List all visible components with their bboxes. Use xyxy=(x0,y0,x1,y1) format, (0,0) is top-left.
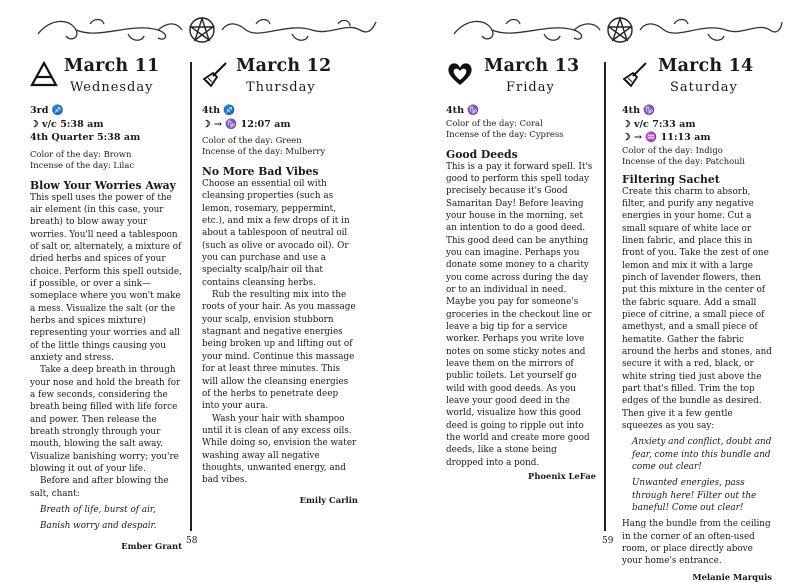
column-divider xyxy=(190,62,192,531)
paragraph: Wash your hair with shampoo until it is clean of any excess oils. While doing so, envision the water washing away all negative thoughts, unwanted energy, and bad vibes. xyxy=(202,413,357,486)
left-page xyxy=(0,0,400,577)
right-page xyxy=(400,0,800,582)
broom-icon xyxy=(202,60,230,88)
entry-march-12 xyxy=(202,56,358,505)
pentacle-icon xyxy=(608,18,632,42)
paragraph: Create this charm to absorb, filter, and purify any negative energies in your home. Cut a small square of white lace or linen fabric, and place this in front of you. Take the zest of one lemon and mix it with a large pinch of lavender flowers, then put this mixture in the center of the fabric square. Add a small piece of citrine, a small piece of amethyst, and a small piece of hematite. Gather the fabric around the herbs and stones, and secure it with a red, black, or white string tied just above the part that's filled. Trim the top edges of the bundle as desired. Then give it a few gentle squeezes as you say: xyxy=(622,186,772,432)
color-of-day: Color of the day: Coral xyxy=(446,117,543,128)
chant-line: Breath of life, burst of air, xyxy=(40,505,156,516)
paragraph: This is a pay it forward spell. It's good to perform this spell today precisely because it's Good Samaritan Day! Before leaving your house in the morning, set an intention to do a good deed. This good deed can be anything you can imagine. Perhaps you donate some money to a charity you come across during the day or to an individual in need. Maybe you pay for someone's groceries in the checkout line or leave a big tip for a service worker. Perhaps you write love notes on some sticky notes and leave them on the mirrors of public toilets. Let yourself go wild with good deeds. As you leave your good deed in the world, visualize how this good deed is going to ripple out into the world and create more good deeds, like a stone being dropped into a pond. xyxy=(446,161,593,468)
scroll-ornament-left xyxy=(30,14,382,46)
color-of-day: Color of the day: Indigo xyxy=(622,144,723,155)
air-triangle-icon xyxy=(30,60,58,88)
entry-date: March 12 xyxy=(236,56,332,76)
entry-weekday: Saturday xyxy=(670,80,738,95)
moon-line: 4th ♐ xyxy=(202,105,236,116)
column-divider xyxy=(604,62,606,531)
moon-line: 3rd ♐ xyxy=(30,105,64,116)
entry-date: March 11 xyxy=(64,56,160,76)
incense-of-day: Incense of the day: Patchouli xyxy=(622,155,745,166)
author-name: Ember Grant xyxy=(121,540,182,551)
moon-line: 4th ♑ xyxy=(446,105,480,116)
spell-title: Blow Your Worries Away xyxy=(30,178,176,192)
color-of-day: Color of the day: Brown xyxy=(30,148,132,159)
spell-title: Good Deeds xyxy=(446,147,518,161)
paragraph: Rub the resulting mix into the roots of your hair. As you massage your scalp, envision stubborn stagnant and negative energies being broken up and lifting out of your mind. Continue this massage for at least three minutes. This will allow the cleansing energies of the herbs to penetrate deep into your aura. xyxy=(202,290,356,412)
spell-body xyxy=(622,186,772,568)
entry-march-11 xyxy=(30,56,182,551)
entry-march-14 xyxy=(622,56,772,582)
paragraph: Hang the bundle from the ceiling in the corner of an often-used room, or place directly above your home's entrance. xyxy=(622,519,771,567)
page-number: 59 xyxy=(602,536,614,546)
moon-line: 4th ♑ xyxy=(622,105,656,116)
page-number: 58 xyxy=(186,536,198,546)
paragraph: Take a deep breath in through your nose and hold the breath for a few seconds, considering the breath being filled with life force and power. Then release the breath strongly through your mouth, blowing the salt away. Visualize banishing worry; you're blowing it out of your life. xyxy=(30,365,181,475)
heart-icon xyxy=(446,60,474,88)
chant-line: Banish worry and despair. xyxy=(40,521,157,532)
entry-weekday: Thursday xyxy=(246,80,316,95)
moon-line: ☽ v/c 7:33 am xyxy=(622,118,696,130)
entry-march-13 xyxy=(446,56,596,481)
chant-line: Anxiety and conflict, doubt and fear, come into this bundle and come out clear! xyxy=(632,437,772,473)
spell-body xyxy=(446,161,596,470)
paragraph: Choose an essential oil with cleansing properties (such as lemon, rosemary, peppermint, etc.), and mix a few drops of it in about a tablespoon of neutral oil (such as olive or avocado oil). Or you can purchase and use a specialty scalp/hair oil that contains cleansing herbs. xyxy=(202,179,350,288)
incense-of-day: Incense of the day: Cypress xyxy=(446,128,564,139)
incense-of-day: Incense of the day: Lilac xyxy=(30,159,135,170)
incense-of-day: Incense of the day: Mulberry xyxy=(202,146,326,156)
spell-title: Filtering Sachet xyxy=(622,172,720,186)
entry-date: March 13 xyxy=(484,56,580,76)
broom-icon xyxy=(622,60,650,88)
author-name: Melanie Marquis xyxy=(692,571,772,582)
pentacle-icon xyxy=(190,18,214,42)
author-name: Emily Carlin xyxy=(299,494,358,505)
color-of-day: Color of the day: Green xyxy=(202,135,302,145)
moon-line: ☽ v/c 5:38 am xyxy=(30,118,104,130)
moon-line: ☽ → ♒ 11:13 am xyxy=(622,132,711,143)
entry-weekday: Friday xyxy=(506,80,555,95)
spell-body xyxy=(30,192,182,533)
entry-weekday: Wednesday xyxy=(70,80,154,95)
author-name: Phoenix LeFae xyxy=(528,471,596,482)
spell-body xyxy=(202,178,358,487)
paragraph: Before and after blowing the salt, chant: xyxy=(30,476,169,499)
spell-title: No More Bad Vibes xyxy=(202,165,319,178)
paragraph: This spell uses the power of the air element (in this case, your breath) to blow away your worries. You'll need a tablespoon of salt or, alternately, a mixture of dried herbs and spices of your choice. Perform this spell outside, if possible, or over a sink—someplace where you won't make a mess. Visualize the salt (or the herbs and spices mixture) representing your worries and all of the little things causing you anxiety and stress. xyxy=(30,192,182,363)
scroll-ornament-right xyxy=(446,14,786,46)
moon-line: 4th Quarter 5:38 am xyxy=(30,132,141,143)
moon-line: ☽ → ♑ 12:07 am xyxy=(202,118,291,130)
entry-date: March 14 xyxy=(658,56,754,76)
chant-line: Unwanted energies, pass through here! Filter out the baneful! Come out clear! xyxy=(632,478,757,514)
